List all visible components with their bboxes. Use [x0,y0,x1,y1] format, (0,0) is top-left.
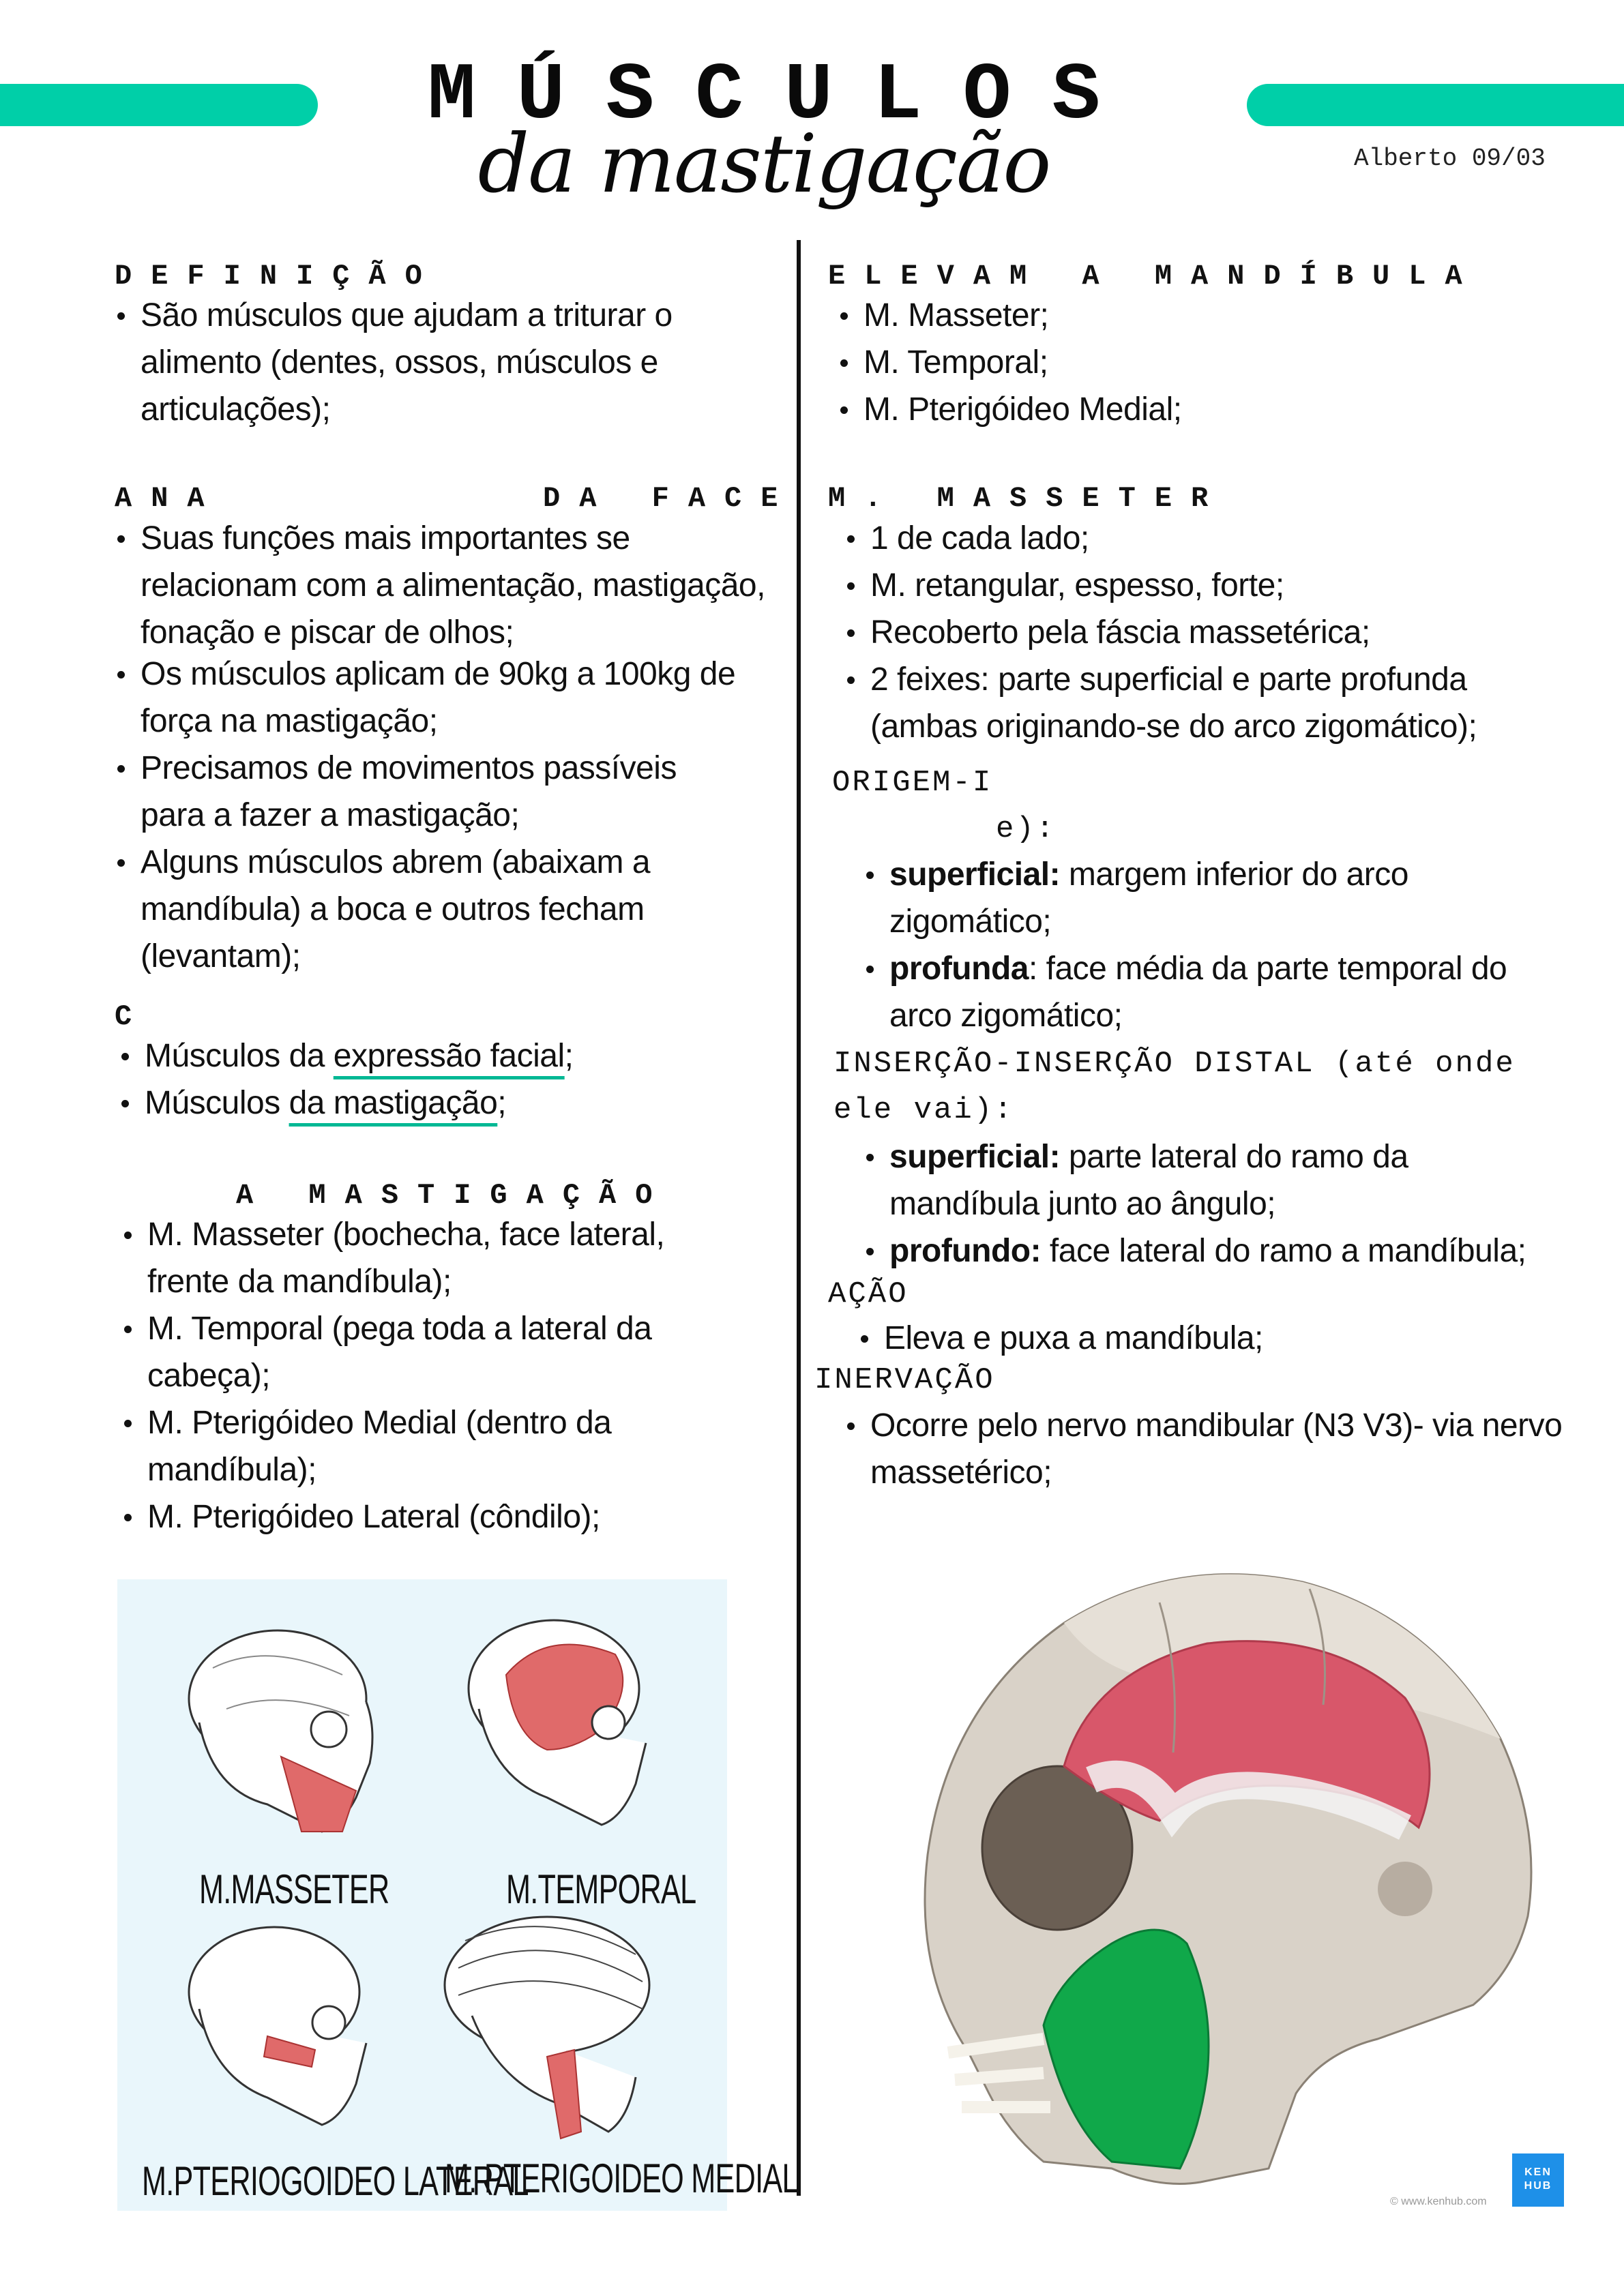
caption-temporal: M.TEMPORAL [506,1866,696,1912]
list-item: 1 de cada lado; [846,515,1596,562]
list-item: profunda: face média da parte temporal do arco zigomático; [865,945,1601,1039]
skull-masseter [189,1630,372,1832]
accent-bar-right [1247,84,1624,126]
heading-classificacao: C [115,1000,151,1033]
list-item: M. retangular, espesso, forte; [846,562,1596,609]
elevam-list [839,292,1589,433]
image-credit: © www.kenhub.com [1390,2196,1487,2207]
classificacao-list [120,1032,775,1127]
underlined-term: expressão facial [333,1038,565,1074]
skull-pterygoid-medial [445,1917,649,2138]
label-origem: ORIGEM-I [832,766,993,800]
list-item: São músculos que ajudam a triturar o alimento (dentes, ossos, músculos e articulações); [116,292,771,433]
list-item: Eleva e puxa a mandíbula; [859,1315,1596,1362]
inervacao-list [846,1402,1610,1496]
origem-list [865,851,1601,1039]
page-subtitle: da mastigação [477,117,1050,211]
label-origem-cont: e): [996,812,1057,846]
list-item: M. Temporal; [839,339,1589,386]
list-item: M. Masseter; [839,292,1589,339]
heading-anatomia-a: ANA [115,482,224,515]
skull-masseter-temporal-image [887,1534,1555,2203]
list-item: Alguns músculos abrem (abaixam a mandíbula) a boca e outros fecham (levantam); [116,839,791,980]
list-item: profundo: face lateral do ramo a mandíbula; [865,1227,1601,1274]
label-acao: AÇÃO [828,1277,909,1311]
list-item: M. Pterigóideo Lateral (côndilo); [123,1493,778,1540]
skull-temporal [469,1620,646,1825]
caption-pterygoid-lateral: M.PTERIOGOIDEO LATERAL [142,2158,529,2204]
list-item: M. Pterigóideo Medial (dentro da mandíbula); [123,1399,778,1493]
definicao-list [116,292,771,433]
list-item: Precisamos de movimentos passíveis para a fazer a mastigação; [116,745,791,839]
heading-masseter: M. MASSETER [828,482,1228,515]
anatomia-list [116,515,791,980]
list-item: Recoberto pela fáscia massetérica; [846,609,1596,656]
list-item: superficial: margem inferior do arco zigomático; [865,851,1601,945]
list-item: superficial: parte lateral do ramo da mandíbula junto ao ângulo; [865,1133,1601,1227]
acao-list [859,1315,1596,1362]
kenhub-logo: KEN HUB [1512,2153,1564,2207]
muscles-illustration [117,1579,798,2211]
heading-definicao: DEFINIÇÃO [115,260,441,293]
insercao-list [865,1133,1601,1274]
author-date: Alberto 09/03 [1354,145,1546,173]
column-divider [797,240,801,2196]
list-item: M. Masseter (bochecha, face lateral, frente da mandíbula); [123,1211,778,1305]
underlined-term: da mastigação [289,1085,498,1121]
skull-pterygoid-lateral [189,1927,366,2125]
caption-masseter: M.MASSETER [199,1866,389,1912]
accent-bar-left [0,84,318,126]
list-item: Músculos da expressão facial; [120,1032,775,1079]
heading-elevam: ELEVAM A MANDÍBULA [828,260,1481,293]
heading-mastigacao: A MASTIGAÇÃO [236,1179,672,1212]
masseter-list [846,515,1596,750]
list-item: M. Temporal (pega toda a lateral da cabeça); [123,1305,778,1399]
list-item: Ocorre pelo nervo mandibular (N3 V3)- via nervo massetérico; [846,1402,1610,1496]
mastigacao-list [123,1211,778,1540]
list-item: 2 feixes: parte superficial e parte profunda (ambas originando-se do arco zigomático); [846,656,1596,750]
label-insercao-cont: ele vai): [833,1093,1014,1127]
heading-anatomia-b: DA FACE [543,482,797,515]
page-title: MÚSCULOS [427,51,1142,142]
caption-pterygoid-medial: M. PTERIGOIDEO MEDIAL [445,2156,798,2201]
list-item: Suas funções mais importantes se relacionam com a alimentação, mastigação, fonação e piscar de olhos; [116,515,791,656]
label-inervacao: INERVAÇÃO [814,1363,995,1397]
list-item: Os músculos aplicam de 90kg a 100kg de força na mastigação; [116,651,791,745]
list-item: M. Pterigóideo Medial; [839,386,1589,433]
label-insercao: INSERÇÃO-INSERÇÃO DISTAL (até onde [833,1047,1516,1081]
list-item: Músculos da mastigação; [120,1079,775,1127]
